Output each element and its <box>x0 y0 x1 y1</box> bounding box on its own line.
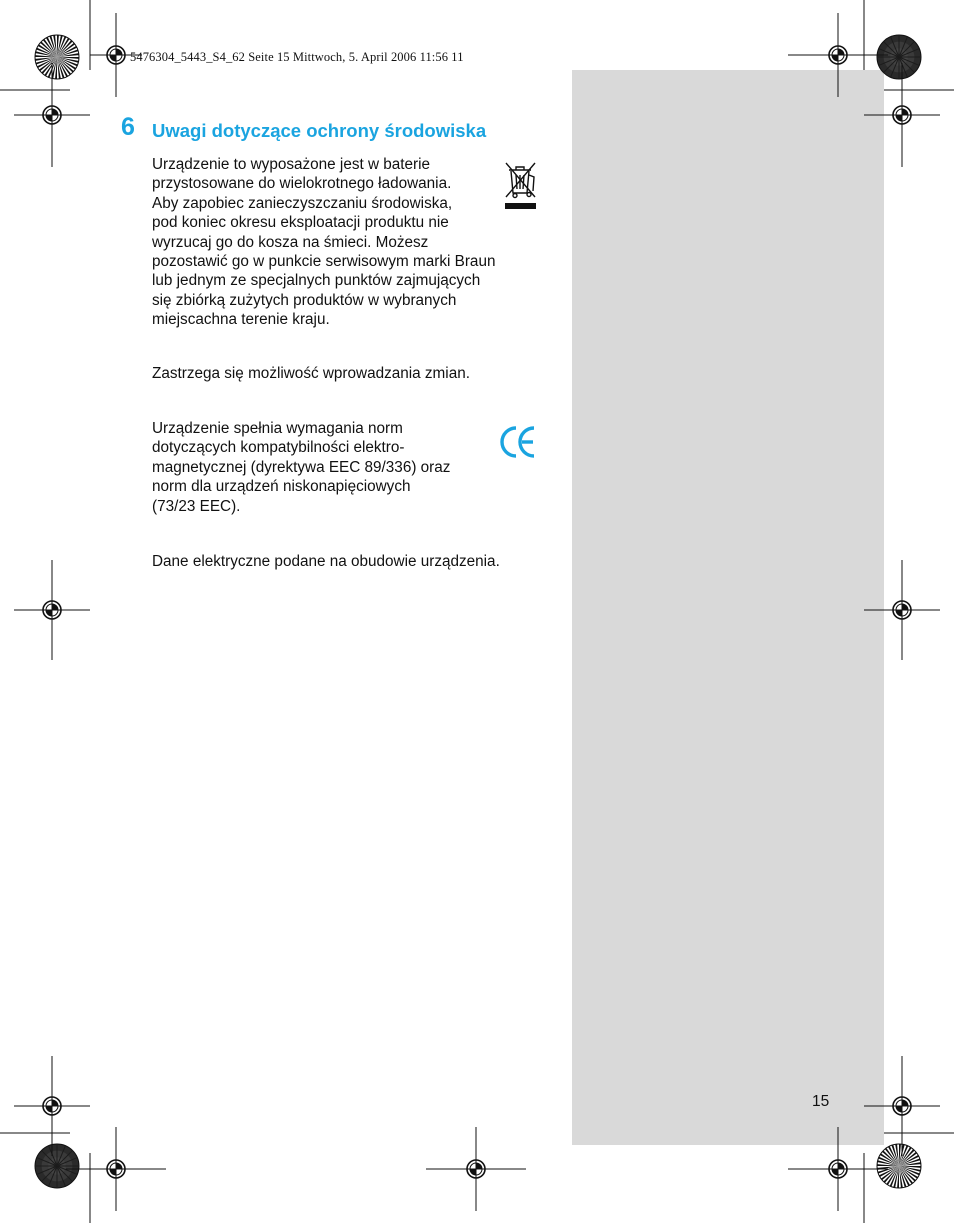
color-calibration-star-icon <box>35 35 79 79</box>
registration-mark-icon <box>14 1056 90 1156</box>
text-line: Dane elektryczne podane na obudowie urządzenia. <box>152 553 500 570</box>
color-calibration-star-icon <box>877 1144 921 1188</box>
registration-mark-icon <box>14 63 90 167</box>
text-line: Urządzenie spełnia wymagania norm <box>152 420 403 437</box>
text-line: dotyczących kompatybilności elektro- <box>152 439 405 457</box>
color-calibration-disc-icon <box>35 1144 79 1188</box>
text-line: pozostawić go w punkcie serwisowym marki Braun <box>152 253 496 271</box>
registration-mark-icon <box>864 1056 940 1156</box>
registration-mark-icon <box>788 13 888 97</box>
print-slug: 5476304_5443_S4_62 Seite 15 Mittwoch, 5. April 2006 11:56 11 <box>130 50 464 64</box>
registration-mark-icon <box>66 1127 166 1211</box>
registration-mark-icon <box>788 1127 888 1211</box>
text-line: Aby zapobiec zanieczyszczaniu środowiska, <box>152 194 453 212</box>
text-line: Zastrzega się możliwość wprowadzania zmian. <box>152 365 470 382</box>
text-line: (73/23 EEC). <box>152 497 241 515</box>
registration-mark-icon <box>426 1127 526 1211</box>
color-calibration-disc-icon <box>877 35 921 79</box>
text-line: miejscachna terenie kraju. <box>152 311 330 329</box>
text-line: przystosowane do wielokrotnego ładowania. <box>152 175 452 193</box>
text-line: się zbiórką zużytych produktów w wybranych <box>152 291 457 309</box>
registration-mark-icon <box>864 63 940 167</box>
text-line: norm dla urządzeń niskonapięciowych <box>152 478 411 496</box>
registration-mark-icon <box>864 560 940 660</box>
section-number: 6 <box>121 113 135 141</box>
text-line: pod koniec okresu eksploatacji produktu nie <box>152 214 449 232</box>
text-line: Urządzenie to wyposażone jest w baterie <box>152 156 431 173</box>
registration-mark-icon <box>14 560 90 660</box>
text-line: lub jednym ze specjalnych punktów zajmujących <box>152 272 481 290</box>
registration-mark-icon <box>90 13 142 97</box>
text-line: magnetycznej (dyrektywa EEC 89/336) oraz <box>152 458 451 476</box>
section-title: Uwagi dotyczące ochrony środowiska <box>152 120 487 141</box>
text-line: wyrzucaj go do kosza na śmieci. Możesz <box>152 233 429 251</box>
page-number: 15 <box>812 1093 830 1110</box>
